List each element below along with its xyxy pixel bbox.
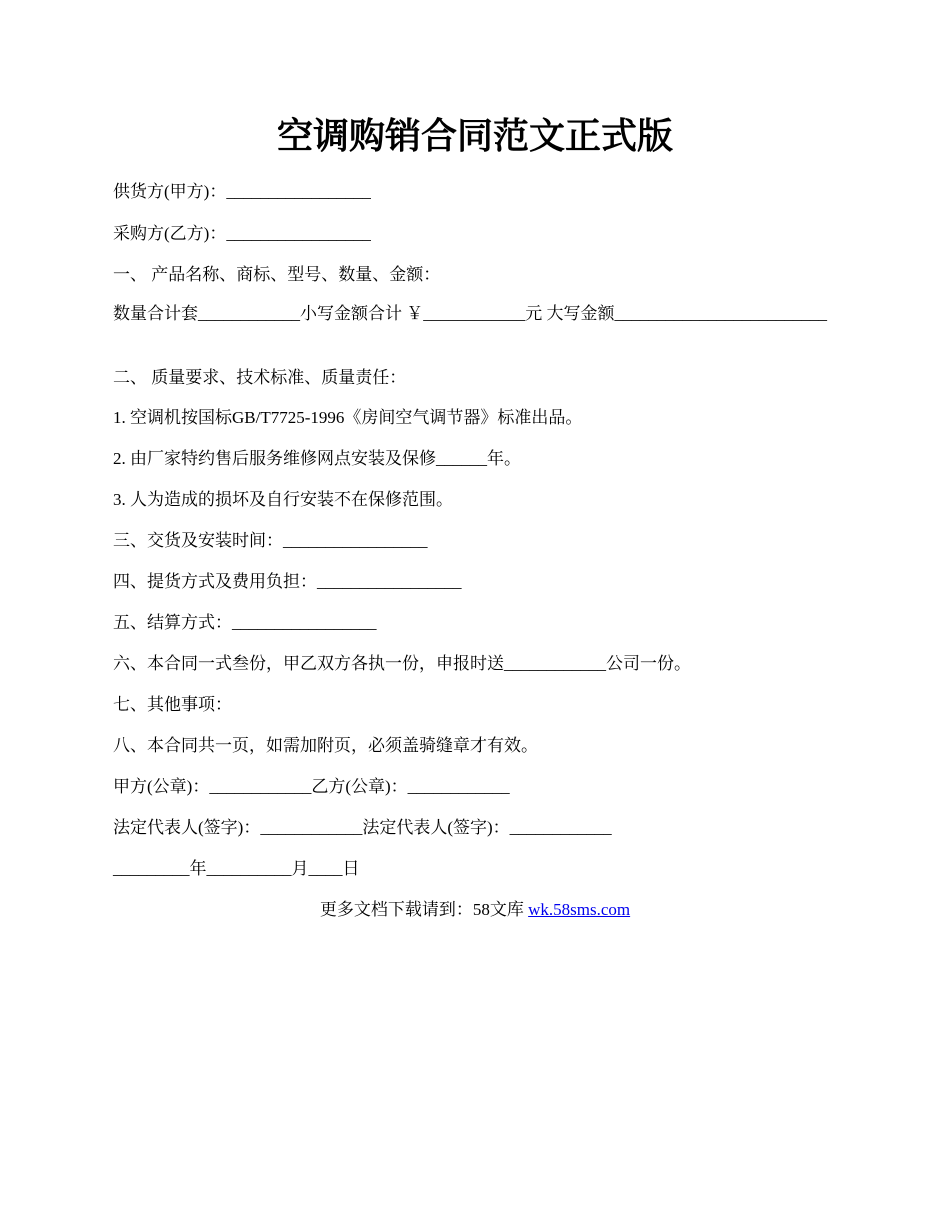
section-4-line: 四、提货方式及费用负担：_________________	[113, 572, 462, 591]
section-6-line: 六、本合同一式叁份，甲乙双方各执一份，申报时送____________公司一份。	[113, 654, 691, 673]
section-8-line: 八、本合同共一页，如需加附页，必须盖骑缝章才有效。	[113, 736, 538, 755]
section-7-line: 七、其他事项：	[113, 695, 232, 714]
date-line: _________年__________月____日	[113, 859, 360, 878]
legal-rep-signature-line: 法定代表人(签字)：____________法定代表人(签字)：____________	[113, 818, 612, 837]
section-5-line: 五、结算方式：_________________	[113, 613, 377, 632]
section-2-heading: 二、 质量要求、技术标准、质量责任：	[113, 368, 407, 387]
clause-2-3: 3. 人为造成的损坏及自行安装不在保修范围。	[113, 490, 453, 509]
footer	[0, 897, 950, 923]
section-3-line: 三、交货及安装时间：_________________	[113, 531, 428, 550]
clause-2-2: 2. 由厂家特约售后服务维修网点安装及保修______年。	[113, 449, 521, 468]
footer-text: 更多文档下载请到：58文库	[319, 900, 529, 919]
quantity-amount-line: 数量合计套____________小写金额合计 ￥____________元 大写金额_________________________	[113, 304, 827, 323]
party-seal-line: 甲方(公章)：____________乙方(公章)：____________	[113, 777, 510, 796]
clause-2-1: 1. 空调机按国标GB/T7725-1996《房间空气调节器》标准出品。	[113, 408, 583, 427]
purchaser-line: 采购方(乙方)：_________________	[113, 224, 371, 243]
document-title: 空调购销合同范文正式版	[276, 116, 673, 156]
footer-link[interactable]: wk.58sms.com	[528, 900, 631, 919]
supplier-line: 供货方(甲方)：_________________	[113, 182, 371, 201]
section-1-heading: 一、 产品名称、商标、型号、数量、金额：	[113, 265, 441, 284]
